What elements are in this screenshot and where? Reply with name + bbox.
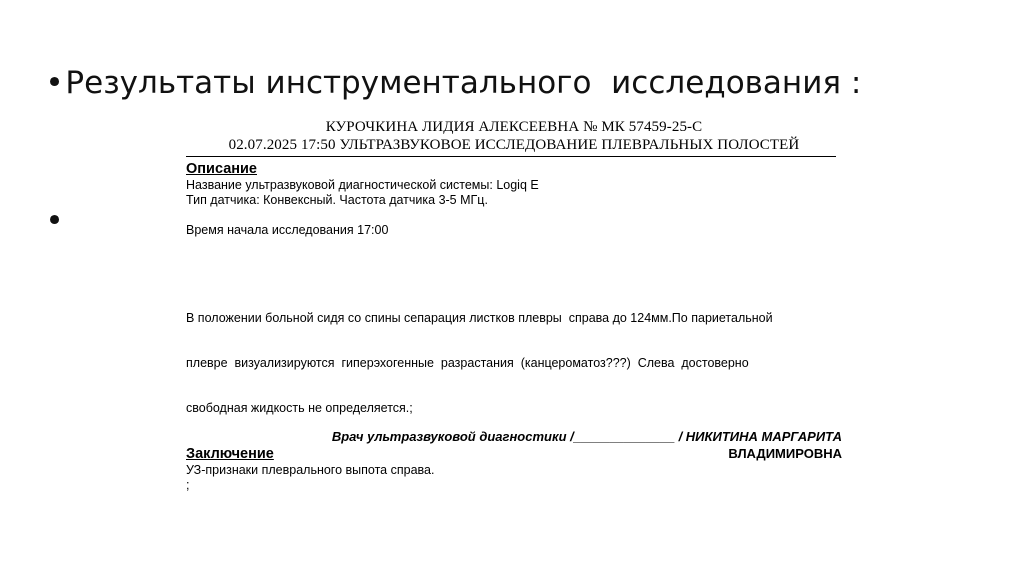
signature-name-continuation: ВЛАДИМИРОВНА: [728, 446, 842, 461]
doctor-signature: [270, 428, 842, 462]
exam-title-line: 02.07.2025 17:50 УЛЬТРАЗВУКОВОЕ ИССЛЕДОВАНИЕ ПЛЕВРАЛЬНЫХ ПОЛОСТЕЙ: [228, 137, 800, 153]
conclusion-heading: Заключение: [186, 446, 274, 462]
system-line: Название ультразвуковой диагностической системы: Logiq E: [186, 178, 539, 192]
report-header: [186, 118, 842, 154]
probe-line: Тип датчика: Конвексный. Частота датчика 3-5 МГц.: [186, 193, 488, 207]
bullet-glyph: •: [45, 203, 64, 239]
findings-line: В положении больной сидя со спины сепарация листков плевры справа до 124мм.По париетальной: [186, 311, 773, 325]
conclusion-text: УЗ-признаки плеврального выпота справа.: [186, 463, 435, 477]
findings-line: плевре визуализируются гиперэхогенные разрастания (канцероматоз???) Слева достоверно: [186, 356, 749, 370]
signature-line: Врач ультразвуковой диагностики /______________ / НИКИТИНА МАРГАРИТА: [331, 429, 842, 444]
findings-line: свободная жидкость не определяется.;: [186, 401, 413, 415]
findings-paragraph: [186, 281, 840, 446]
conclusion-tail: ;: [186, 478, 190, 492]
slide-title-text: Результаты инструментального исследования :: [65, 65, 862, 101]
description-heading: Описание: [186, 161, 257, 177]
start-time-line: Время начала исследования 17:00: [186, 223, 389, 237]
bullet-glyph: •: [45, 65, 64, 101]
patient-name-line: КУРОЧКИНА ЛИДИЯ АЛЕКСЕЕВНА № МК 57459-25-С: [325, 119, 703, 135]
